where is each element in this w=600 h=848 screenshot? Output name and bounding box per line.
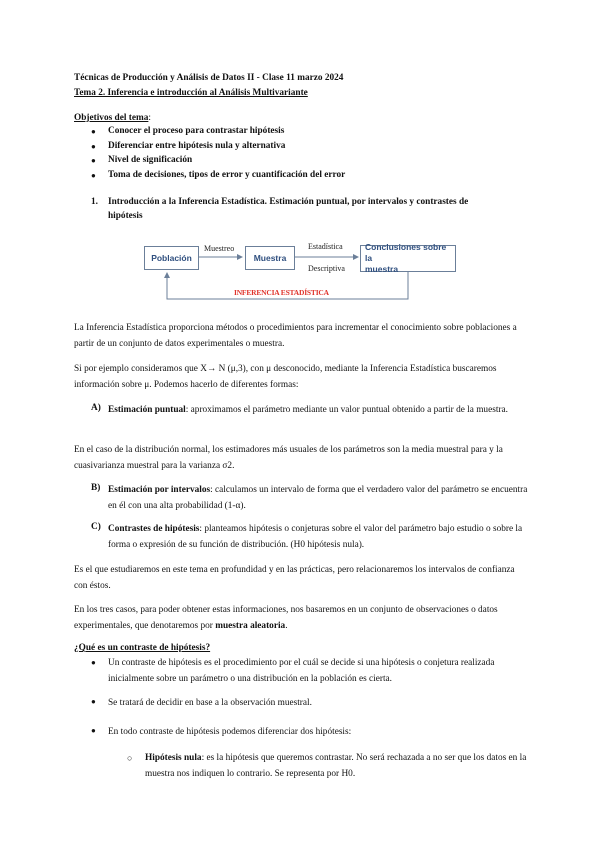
objectives-heading: Objetivos del tema	[74, 113, 149, 123]
item-a-text: : aproximamos el parámetro mediante un valor puntual obtenido a partir de la muestra.	[185, 405, 508, 415]
item-letter-b: B)	[91, 483, 101, 493]
item-contrastes	[108, 522, 528, 553]
bullet-icon: ●	[91, 726, 96, 735]
paragraph-intro: La Inferencia Estadística proporciona métodos o procedimientos para incrementar el conocimiento sobre poblaciones a partir de un conjunto de datos experimentales o muestra.	[74, 323, 517, 349]
diagram-box-poblacion: Población	[144, 246, 199, 270]
label-muestreo: Muestreo	[204, 244, 235, 253]
item-c-text: : planteamos hipótesis o conjeturas sobre el valor del parámetro bajo estudio o sobre la forma o expresión de su función de distribución. (H0 hipótesis nula).	[108, 524, 523, 550]
paragraph-example: Si por ejemplo consideramos que X→ N (μ,3), con μ desconocido, mediante la Inferencia Estadística buscaremos información sobre μ. Podemos hacerlo de diferentes formas:	[74, 364, 497, 390]
box3-line1: Conclusiones sobre la	[365, 242, 447, 263]
hipotesis-nula-text: : es la hipótesis que queremos contrastar. No será rechazada a no ser que los datos en la muestra nos indiquen lo contrario. Se representa por H0.	[145, 753, 527, 779]
bullet-icon: ●	[91, 658, 96, 667]
section-title-line1: Introducción a la Inferencia Estadística. Estimación puntual, por intervalos y contrastes de	[108, 197, 469, 207]
course-title: Técnicas de Producción y Análisis de Datos II - Clase 11 marzo 2024	[74, 73, 344, 83]
hipotesis-nula-term: Hipótesis nula	[145, 753, 202, 763]
objectives-heading-wrap	[74, 113, 151, 123]
bullet-icon: ●	[91, 697, 96, 706]
paragraph-muestra	[74, 603, 529, 634]
bullet-icon: ●	[91, 142, 96, 151]
item-a-term: Estimación puntual	[108, 405, 186, 415]
contraste-item: Un contraste de hipótesis es el procedimiento por el cuál se decide si una hipótesis o conjetura realizada inicialmente sobre un parámetro o una distribución en la población es cierta.	[108, 658, 495, 684]
label-inferencia-estadistica: INFERENCIA ESTADÍSTICA	[234, 288, 329, 297]
objective-item: Toma de decisiones, tipos de error y cuantificación del error	[108, 170, 346, 180]
item-c-term: Contrastes de hipótesis	[108, 524, 200, 534]
item-estimacion-puntual	[108, 403, 528, 419]
objectives-colon: :	[148, 113, 151, 123]
section-title-line2: hipótesis	[108, 211, 143, 221]
item-letter-c: C)	[91, 522, 101, 532]
p5-text: En los tres casos, para poder obtener estas informaciones, nos basaremos en un conjunto de observaciones o datos experimentales, que denotaremos por	[74, 605, 498, 631]
box3-line2: muestra	[365, 264, 399, 274]
contraste-heading: ¿Qué es un contraste de hipótesis?	[74, 643, 211, 653]
bullet-icon: ●	[91, 171, 96, 180]
paragraph-estudio: Es el que estudiaremos en este tema en profundidad y en las prácticas, pero relacionaremos los intervalos de confianza con éstos.	[74, 565, 515, 591]
contraste-item: En todo contraste de hipótesis podemos diferenciar dos hipótesis:	[108, 727, 352, 737]
diagram-box-muestra: Muestra	[245, 246, 295, 270]
item-estimacion-intervalos	[108, 483, 528, 514]
item-b-text: : calculamos un intervalo de forma que el verdadero valor del parámetro se encuentra en él con una alta probabilidad (1-α).	[108, 485, 528, 511]
bullet-icon: ●	[91, 156, 96, 165]
label-estadistica: Estadística	[308, 242, 343, 251]
section-number: 1.	[91, 197, 98, 207]
bullet-icon: ●	[91, 127, 96, 136]
label-descriptiva: Descriptiva	[308, 264, 345, 273]
objective-item: Nivel de significación	[108, 155, 193, 165]
topic-title: Tema 2. Inferencia e introducción al Análisis Multivariante	[74, 88, 308, 98]
diagram-box-conclusiones	[360, 242, 456, 274]
item-b-term: Estimación por intervalos	[108, 485, 211, 495]
hipotesis-nula-item	[145, 751, 530, 782]
objective-item: Diferenciar entre hipótesis nula y alternativa	[108, 141, 286, 151]
objective-item: Conocer el proceso para contrastar hipótesis	[108, 126, 285, 136]
item-letter-a: A)	[91, 403, 101, 413]
paragraph-normal: En el caso de la distribución normal, los estimadores más usuales de los parámetros son la media muestral para y la cuasivarianza muestral para la varianza σ2.	[74, 445, 503, 471]
sub-bullet-icon: ○	[127, 753, 133, 763]
p5-end: .	[285, 620, 288, 631]
p5-bold: muestra aleatoria	[215, 620, 286, 631]
contraste-item: Se tratará de decidir en base a la observación muestral.	[108, 698, 312, 708]
